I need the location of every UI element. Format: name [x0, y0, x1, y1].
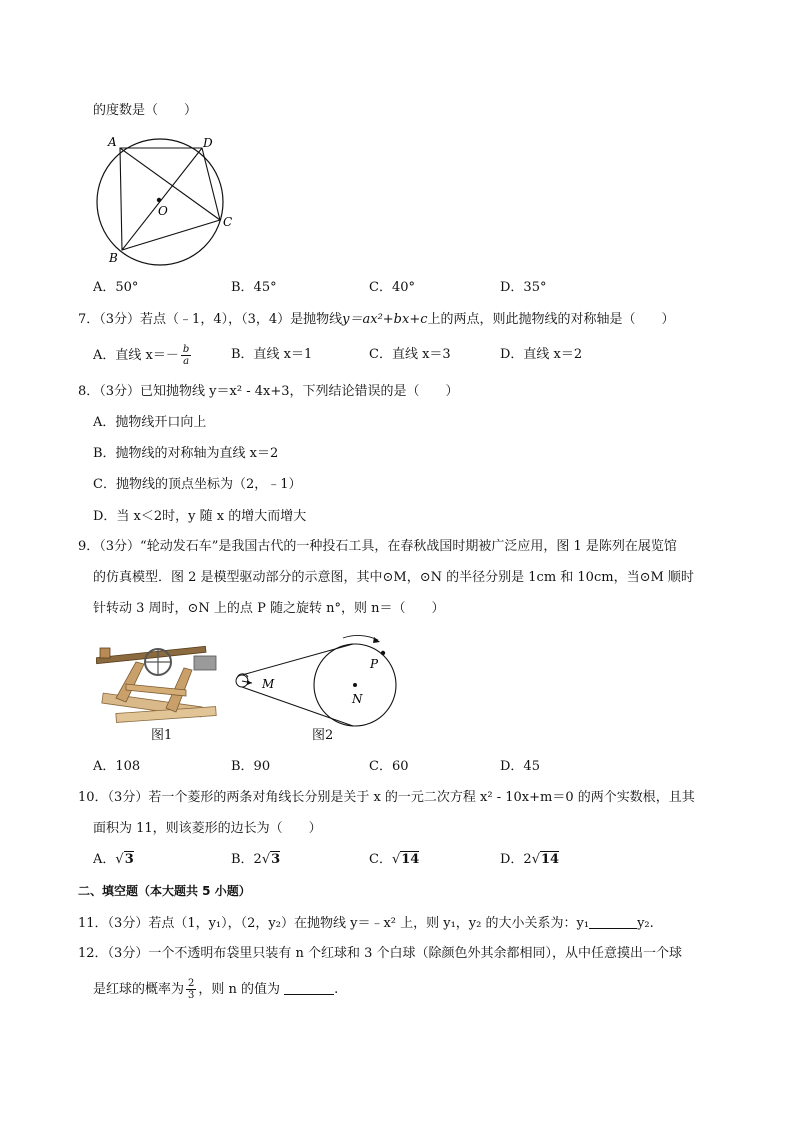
q8-option-d: D．当 x＜2时，y 随 x 的增大而增大	[93, 509, 307, 524]
q11-question	[78, 914, 654, 934]
q6-option-b: B．45°	[231, 280, 277, 295]
q9-option-c: C．60	[369, 759, 409, 774]
sqrt-symbol: √14	[391, 852, 420, 867]
q7-option-d: D．直线 x＝2	[500, 347, 583, 362]
q12-text-b: ，则 n 的值为	[198, 982, 285, 997]
q7-option-c: C．直线 x＝3	[369, 347, 451, 362]
q6-option-a: A．50°	[93, 280, 139, 295]
q8-number: 8．（3分）	[78, 384, 141, 399]
q10-line-1: 10．（3分）若一个菱形的两条对角线长分别是关于 x 的一元二次方程 x² - 10x+m＝0 的两个实数根，且其	[78, 790, 695, 805]
fraction-denominator: 3	[188, 990, 195, 1001]
label-p: P	[370, 657, 379, 671]
radicand: 14	[401, 852, 420, 867]
q8-option-b: B．抛物线的对称轴为直线 x＝2	[93, 446, 279, 461]
q6-question-tail: 的度数是（ ）	[93, 103, 198, 118]
option-prefix: B．2	[231, 852, 262, 867]
q12-text-c: .	[334, 982, 339, 997]
label-a: A	[108, 135, 117, 149]
point-p	[381, 651, 385, 655]
figure-2-caption: 图2	[312, 728, 334, 743]
q8-option-c: C．抛物线的顶点坐标为（2，﹣1）	[93, 477, 302, 492]
q11-text-b: y₂.	[637, 916, 654, 931]
throwing-arm	[96, 646, 206, 663]
q7-formula: y＝ax²+bx+c	[342, 312, 428, 327]
section-2-heading: 二、填空题（本大题共 5 小题）	[78, 884, 251, 898]
q10-option-b	[231, 850, 280, 870]
label-c: C	[223, 215, 233, 229]
q12-probability-fraction	[186, 978, 196, 1001]
fraction-numerator: b	[182, 344, 190, 355]
counterweight	[194, 656, 216, 670]
q6-option-c: C．40°	[369, 280, 415, 295]
belt-bottom	[242, 687, 353, 726]
q7-option-a-fraction	[181, 344, 191, 367]
q11-text-a: 11．（3分）若点（1，y₁），（2，y₂）在抛物线 y＝﹣x² 上，则 y₁，y₂ 的大小关系为：y₁	[78, 916, 590, 931]
q7-option-a-prefix: A．直线 x＝－	[93, 348, 179, 363]
q7-option-b: B．直线 x＝1	[231, 347, 313, 362]
q9-option-d: D．45	[500, 759, 540, 774]
label-o: O	[158, 204, 168, 218]
belt-top	[242, 644, 353, 675]
option-prefix: D．2	[500, 852, 532, 867]
q10-option-a	[93, 850, 134, 870]
q8-question	[78, 382, 459, 402]
q11-answer-blank[interactable]	[589, 914, 637, 929]
q12-line-1: 12．（3分）一个不透明布袋里只装有 n 个红球和 3 个白球（除颜色外其余都相同），从中任意摸出一个球	[78, 946, 682, 961]
q9-line-2: 的仿真模型．图 2 是模型驱动部分的示意图，其中⊙M，⊙N 的半径分别是 1cm 和 10cm，当⊙M 顺时	[93, 570, 694, 585]
radicand: 14	[541, 852, 560, 867]
sqrt-symbol: √14	[531, 852, 560, 867]
frame-left	[116, 662, 144, 702]
q12-answer-blank[interactable]	[284, 980, 334, 995]
radicand: 3	[271, 852, 281, 867]
fraction-numerator: 2	[188, 978, 195, 989]
q10-option-d	[500, 850, 559, 870]
q7-question	[78, 310, 675, 330]
center-dot-o	[157, 198, 161, 202]
center-dot-n	[353, 683, 357, 687]
q7-text-a: 若点（﹣1，4），（3，4）是抛物线	[140, 312, 343, 327]
q8-text: 已知抛物线 y＝x² - 4x+3，下列结论错误的是（ ）	[140, 384, 459, 399]
q12-line-2	[93, 978, 338, 1001]
catapult-model-image	[96, 638, 224, 728]
q7-option-a	[93, 344, 193, 367]
gear-drive-diagram	[228, 628, 418, 733]
option-prefix: C．	[369, 852, 392, 867]
q12-text-a: 是红球的概率为	[93, 982, 185, 997]
quadrilateral-abcd	[120, 148, 220, 250]
q6-option-d: D．35°	[500, 280, 547, 295]
rotation-arrow-n	[343, 635, 378, 640]
label-d: D	[203, 136, 213, 150]
q9-option-a: A．108	[93, 759, 141, 774]
figure-1-caption: 图1	[151, 728, 173, 743]
q7-text-b: 上的两点，则此抛物线的对称轴是（ ）	[427, 312, 675, 327]
q7-number: 7．（3分）	[78, 312, 141, 327]
q9-option-b: B．90	[231, 759, 271, 774]
label-b: B	[109, 251, 118, 265]
sqrt-symbol: √3	[115, 852, 134, 867]
sling-block	[100, 648, 110, 658]
label-n: N	[352, 692, 363, 706]
q10-option-c	[369, 850, 419, 870]
label-m: M	[262, 677, 275, 691]
fraction-denominator: a	[183, 356, 190, 367]
option-prefix: A．	[93, 852, 116, 867]
sqrt-symbol: √3	[261, 852, 281, 867]
q6-circle-figure	[90, 130, 240, 270]
q9-line-1: 9．（3分）“轮动发石车”是我国古代的一种投石工具，在春秋战国时期被广泛应用，图 1 是陈列在展览馆	[78, 539, 677, 554]
q8-option-a: A．抛物线开口向上	[93, 415, 207, 430]
q10-line-2: 面积为 11，则该菱形的边长为（ ）	[93, 821, 322, 836]
radicand: 3	[124, 852, 134, 867]
q9-line-3: 针转动 3 周时，⊙N 上的点 P 随之旋转 n°，则 n＝（ ）	[93, 601, 445, 616]
